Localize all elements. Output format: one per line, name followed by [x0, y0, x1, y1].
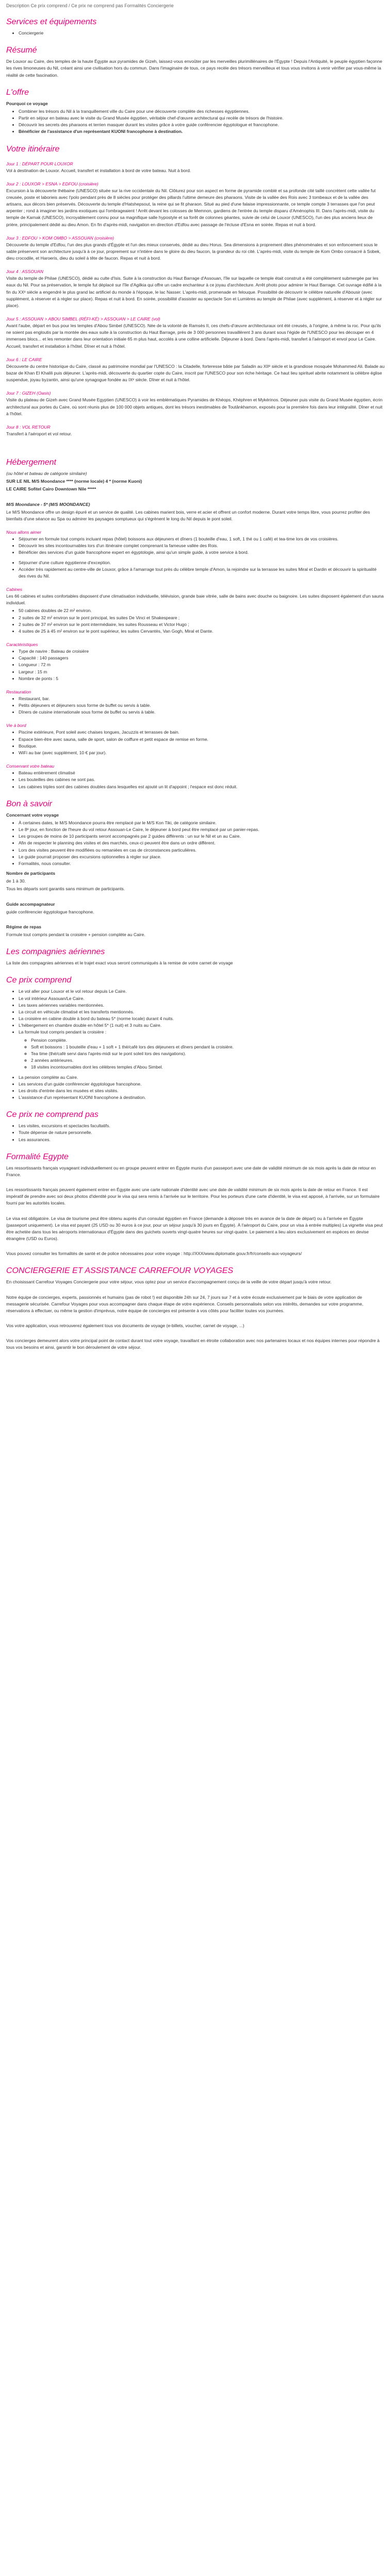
list-item: • 4 suites de 25 à 45 m² environ sur le pont supérieur, les suites Cervantès, Van Gogh, Miral et Dante.	[19, 628, 385, 635]
detail-text: Les 66 cabines et suites confortables disposent d'une climatisation individuelle, télévision, grande baie vitrée, salle de bains avec douche ou baignoire. Les suites disposent également d'un sauna individuel.	[6, 594, 384, 606]
services-list	[19, 30, 385, 37]
day-text: Avant l'aube, départ en bus pour les temples d'Abou Simbel (UNESCO). Née de la volonté de Ramsès II, ces chefs-d'œuvre architecturaux ont été creusés, à l'origine, à même la roc. Pour qu'ils ne soient pas engloutis par la montée des eaux suite à la construction du Haut Barrage, près de 3 000 personnes travaillèrent 3 ans durant sous l'égide de l'UNESCO pour les découper en 4 immenses blocs... et les remonter dans leur orientation initiale 65 m plus haut, accolés à une colline artificielle. Déjeuner à bord. Dans l'après-midi, transfert à l'aéroport et envol pour Le Caire. Accueil, transfert et installation à l'hôtel. Dîner et nuit à l'hôtel.	[6, 323, 381, 349]
list-item: • La pension complète au Caire.	[19, 1074, 385, 1081]
day-text: Visite du temple de Philae (UNESCO), dédié au culte d'Isis. Suite à la construction du Haut Barrage d'Assouan, l'île sur laquelle ce temple était construit a été complètement submergée par les eaux du Nil. Pour sa préservation, le temple fut déplacé sur l'île d'Agilkia qui offre un cadre enchanteur à ce joyau d'architecture. Arrêt photo pour admirer le Haut Barrage. Cet ouvrage édifié à la fin du XXᵉ siècle a engendré le plus grand lac artificiel du monde à l'époque, le lac Nasser. L'après-midi, promenade en felouque. Possibilité de découvrir le célèbre naturelle d'Abousir (avec supplément, à réserver et à régler sur place). Repas et nuit à bord. En soirée, possibilité d'assister au spectacle Son et Lumières au temple de Philae (avec supplément, à réserver et à régler sur place).	[6, 276, 382, 308]
formalites-text-2: Les ressortissants français peuvent également entrer en Égypte avec une carte nationale d'identité avec une date de validité minimum de six mois après la date de retour en France. Il est impératif de prendre avec soi deux photos d'identité pour le visa qui sera remis à l'arrivée sur le territoire. Pour les porteurs d'une carte d'identité, le visa est apposé, à l'arrivée, sur un formulaire fourni par les autorités locales.	[6, 1187, 380, 1206]
conciergerie-text-2: Notre équipe de concierges, experts, passionnés et humains (pas de robot !) est disponible 24h sur 24, 7 jours sur 7 et à votre écoute exclusivement par le biais de votre application de messagerie sécurisée. Carrefour Voyages pour vous accompagner dans chaque étape de votre expérience. Conseils personnalisés selon vos intérêts, demandes sur votre programme, réservations à effectuer, ou même la gestion d'imprévus, notre équipe de concierges est présente à vos côtés pour faciliter toutes vos journées.	[6, 1294, 364, 1313]
list-item: • Les taxes aériennes variables mentionnées.	[19, 1002, 385, 1009]
list-item: • Les groupes de moins de 10 participants seront accompagnés par 2 guides différents : un sur le Nil et un au Caire.	[19, 833, 385, 840]
ne-comprend-heading: Ce prix ne comprend pas	[6, 1110, 99, 1120]
list-item: • Le 8ᵉ jour, en fonction de l'heure du vol retour Assouan-Le Caire, le déjeuner à bord peut être remplacé par un panier-repas.	[19, 826, 385, 833]
breadcrumb-nav[interactable]: Description Ce prix comprend / Ce prix ne comprend pas Formalités Conciergerie	[6, 3, 174, 8]
list-item: • Les droits d'entrée dans les musées et sites visités.	[19, 1088, 385, 1094]
list-item: • Les bouteilles des cabines ne sont pas.	[19, 776, 385, 783]
list-item: • Les visites, excursions et spectacles facultatifs.	[19, 1123, 385, 1129]
list-item: • Le guide pourrait proposer des excursions optionnelles à régler sur place.	[19, 854, 385, 860]
compagnies-heading: Les compagnies aériennes	[6, 947, 105, 957]
bon-subtitle: Concernant votre voyage	[6, 812, 59, 818]
regime-title: Régime de repas	[6, 924, 42, 929]
day-text: Découverte du centre historique du Caire, classé au patrimoine mondial par l'UNESCO : la Citadelle, forteresse bâtie par Saladin au XIIᵉ siècle et la grandiose mosquée Mohammed Ali. Balade au bazar de Khan El Khalili puis déjeuner. L'après-midi, découverte du quartier copte du Caire, inscrit par l'UNESCO pour son riche héritage. Ce haut lieu spirituel abrite notamment la célèbre église suspendue, joyau byzantin, ainsi qu'une synagogue fondée au IXᵉ siècle. Dîner et nuit à l'hôtel.	[6, 363, 385, 383]
detail-title: Restauration	[6, 689, 31, 694]
list-item: • Afin de respecter le planning des visites et des marchés, ceux-ci peuvent être dans un ordre différent.	[19, 840, 385, 846]
list-item: • Espace bien-être avec sauna, salle de sport, salon de coiffure et petit espace de remise en forme.	[19, 736, 385, 743]
comprend-heading: Ce prix comprend	[6, 976, 72, 985]
list-item: • La circuit en véhicule climatisé et les transferts mentionnés.	[19, 1009, 385, 1015]
conciergerie-text-3: Vos votre application, vous retrouverez également tous vos documents de voyage (e-billets, voucher, carnet de voyage, ...)	[6, 1323, 245, 1329]
comprend-list	[19, 988, 385, 1101]
conciergerie-text-1: En choisissant Carrefour Voyages Conciergerie pour votre séjour, vous optez pour un service d'accompagnement conçu de la veille de votre départ jusqu'à votre retour.	[6, 1279, 332, 1285]
comprend-sublist	[31, 1037, 385, 1071]
formalites-heading: Formalité Egypte	[6, 1152, 69, 1161]
list-item: • À certaines dates, le M/S Moondance pourra être remplacé par le M/S Kon Tiki, de catégorie similaire.	[19, 820, 385, 826]
itinerary-days	[6, 161, 385, 437]
offre-subtitle: Pourquoi ce voyage	[6, 100, 48, 106]
formalites-text-3: Le visa est obligatoire. Le visa de tourisme peut être obtenu auprès d'un consulat égyptien en France (demande à déposer très en avance de la date de départ) ou à l'arrivée en Égypte (passeport uniquement). Le visa est payant (25 USD ou 30 euros à ce jour, pour un séjour jusqu'à 30 jours en Égypte). À l'aéroport du Caire, pour un visa à entrée multiples) La vignette visa peut être achetée dans tous les aéroports internationaux d'Égypte dans des guichets ouverts vingt-quatre heures sur vingt-quatre. Le paiement a lieu alors exclusivement en espèces en devise étrangère (USD ou Euros).	[6, 1215, 383, 1242]
list-item: • L'assistance d'un représentant KUONI francophone à destination.	[19, 1094, 385, 1101]
day-title: Jour 7 : GIZEH (Oasis)	[6, 391, 51, 396]
participants-title: Nombre de participants	[6, 871, 55, 876]
list-item: • Capacité : 140 passagers	[19, 655, 385, 662]
list-item: ◦ Pension complète.	[31, 1037, 385, 1044]
detail-list	[19, 607, 385, 635]
list-item: • Bénéficier des services d'un guide francophone expert en égyptologie, ainsi qu'un simple guide, à votre service à bord.	[19, 549, 385, 556]
boat-details	[6, 530, 385, 790]
list-item: • Les cabines triples sont des cabines doubles dans lesquelles est ajouté un lit d'appoint ; l'espace est donc réduit.	[19, 784, 385, 790]
ne-comprend-list	[19, 1123, 385, 1143]
regime-text: Formule tout compris pendant la croisière + pension complète au Caire.	[6, 932, 145, 938]
list-item: • Longueur : 72 m	[19, 662, 385, 668]
list-item: ◦ 2 années antérieures.	[31, 1057, 385, 1064]
day-text: Transfert à l'aéroport et vol retour.	[6, 431, 72, 436]
day-title: Jour 1 : DÉPART POUR LOUXOR	[6, 161, 73, 166]
list-item: • 2 suites de 37 m² environ sur le pont intermédiaire, les suites Rousseau et Victor Hugo ;	[19, 621, 385, 628]
list-item: • Formalités, nous consulter.	[19, 860, 385, 867]
formalites-text-1: Les ressortissants français voyageant individuellement ou en groupe peuvent entrer en Égypte munis d'un passeport avec une date de validité minimum de six mois après la date de retour en France.	[6, 1165, 376, 1177]
detail-title: Caractéristiques	[6, 642, 38, 648]
list-item: • Combiner les trésors du Nil à la tranquillement ville du Caire pour une découverte complète des richesses égyptiennes.	[19, 108, 385, 115]
boat-description: Le M/S Moondance offre un design épuré et un service de qualité. Les cabines marient bois, verre et acier et offrent un confort moderne. Durant votre temps libre, vous pourrez profiter des bienfaits d'une séance au Spa ou admirer les paysages somptueux qui s'égrènent le long du Nil depuis le pont soleil.	[6, 509, 370, 521]
itinerary-heading: Votre itinéraire	[6, 144, 60, 154]
list-item: • WiFi au bar (avec supplément, 10 € par jour).	[19, 750, 385, 756]
list-item: • Nombre de ponts : 5	[19, 675, 385, 682]
day-title: Jour 8 : VOL RETOUR	[6, 424, 51, 430]
participants-note: Tous les départs sont garantis sans minimum de participants.	[6, 886, 125, 892]
hebergement-note: (ou hôtel et bateau de catégorie similaire)	[6, 471, 87, 477]
list-item: • Partir en séjour en bateau avec le visite du Grand Musée égyptien, véritable chef-d'œuvre architectural qui recèle de trésors de l'histoire.	[19, 115, 385, 122]
day-text: Vol à destination de Louxor. Accueil, transfert et installation à bord de votre bateau. Nuit à bord.	[6, 167, 191, 173]
bon-a-savoir-heading: Bon à savoir	[6, 799, 52, 808]
list-item: ◦ 18 visites incontournables dont les célèbres temples d'Abou Simbel.	[31, 1064, 385, 1071]
list-item: • Le vol aller pour Louxor et le vol retour depuis Le Caire.	[19, 988, 385, 995]
guide-title: Guide accompagnateur	[6, 901, 55, 907]
participants-range: de 1 à 30.	[6, 878, 26, 884]
list-item: • Le vol intérieur Assouan/Le Caire.	[19, 995, 385, 1002]
list-item: • La croisière en cabine double à bord du bateau 5* (norme locale) durant 4 nuits.	[19, 1015, 385, 1022]
detail-list	[19, 648, 385, 682]
hebergement-nile: SUR LE NIL M/S Moondance **** (norme locale) 4 * (norme Kuoni)	[6, 479, 142, 484]
list-item: • 2 suites de 32 m² environ sur le pont principal, les suites De Vinci et Shakespeare ;	[19, 615, 385, 621]
list-item: • Toute dépense de nature personnelle.	[19, 1129, 385, 1136]
detail-title: Vie à bord	[6, 723, 26, 728]
services-heading: Services et équipements	[6, 18, 97, 26]
resume-text: De Louxor au Caire, des temples de la haute Égypte aux pyramides de Gizeh, laissez-vous envoûter par les merveilles plurimillénaires de l'Égypte ! Depuis l'Antiquité, le peuple égyptien façonne les rives limoneuses du Nil, créant ainsi une civilisation hors du commun. Dans l'imaginaire de tous, ce pays recèle des trésors merveilleux et tous vous invitons à venir vérifier par vous-même la réalité de cette fascination.	[6, 59, 382, 78]
day-title: Jour 4 : ASSOUAN	[6, 269, 43, 275]
day-text: Visite du plateau de Gizeh avec Grand Musée Egyptien (UNESCO) à voir les emblématiques Pyramides de Khéops, Khéphren et Mykérinos. Déjeuner puis visite du Grand Musée égyptien, écrin architectural aux portes du Caire, où sont réunis plus de 100 000 objets antiques, dont les trésors inestimables de Toutânkhamon, exposés pour la première fois dans leur intégralité. Dîner et nuit à l'hôtel.	[6, 397, 383, 416]
boat-title: M/S Moondance - 5* (M/S MOONDANCE)	[6, 501, 90, 507]
hebergement-cairo: LE CAIRE Sofitel Cairo Downtown Nile *****	[6, 486, 96, 492]
hebergement-heading: Hébergement	[6, 458, 56, 467]
list-item: • Séjourner en formule tout compris incluant repas (hôtel) boissons aux déjeuners et dîners (1 bouteille d'eau, 1 soft, 1 thé ou 1 café) et tea-time lors de vos croisières.	[19, 536, 385, 543]
list-item: • Lors des visites peuvent être modifiées ou remaniées en cas de circonstances particulières.	[19, 847, 385, 854]
detail-title: Conservant votre bateau	[6, 764, 55, 769]
list-item: • Boutique.	[19, 743, 385, 750]
list-item: • Les assurances.	[19, 1137, 385, 1143]
list-item: • Conciergerie	[19, 30, 385, 37]
list-item: ◦ Soft et boissons : 1 bouteille d'eau + 1 soft + 1 thé/café lors des déjeuners et dîners pendant la croisière.	[31, 1044, 385, 1050]
list-item: • Dîners de cuisine internationale sous forme de buffet ou servis à table.	[19, 709, 385, 716]
conciergerie-heading: CONCIERGERIE ET ASSISTANCE CARREFOUR VOYAGES	[6, 1266, 234, 1276]
detail-title: Nous allons aimer	[6, 530, 42, 535]
list-item: • Accéder très rapidement au centre-ville de Louxor, grâce à l'amarrage tout près du célèbre temple d'Amon, la rejoindre sur la terrasse les suites Miral et Dardin et découvrir la spiritualité des rives du Nil.	[19, 566, 385, 580]
list-item: • Séjourner d'une culture égyptienne d'exception.	[19, 560, 385, 566]
list-item: • Petits déjeuners et déjeuners sous forme de buffet ou servis à table.	[19, 702, 385, 709]
list-item: • Restaurant, bar.	[19, 696, 385, 702]
conciergerie-text-4: Vos concierges demeurent alors votre principal point de contact durant tout votre voyage, travaillant en étroite collaboration avec nos partenaires locaux et nos équipes internes pour répondre à tous vos besoins et ainsi, garantir le bon déroulement de votre séjour.	[6, 1338, 380, 1350]
list-item: • Découvrir les secrets des pharaons et terrien masquer durant les visites grâce à votre guide conférencier égyptologue et francophone.	[19, 122, 385, 128]
list-item: • Les services d'un guide conférencier égyptologue francophone.	[19, 1081, 385, 1088]
compagnies-text: La liste des compagnies aériennes et le trajet exact vous seront communiqués à la remise de votre carnet de voyage	[6, 960, 233, 966]
list-item: • 50 cabines doubles de 22 m² environ.	[19, 607, 385, 614]
detail-list	[19, 770, 385, 790]
offre-list	[19, 108, 385, 135]
day-title: Jour 5 : ASSOUAN > ABOU SIMBEL (RÉFI-KÉ) > ASSOUAN > LE CAIRE (vol)	[6, 316, 160, 322]
guide-text: guide conférencier égyptologue francophone.	[6, 909, 94, 914]
day-title: Jour 2 : LOUXOR > ESNA > EDFOU (croisière)	[6, 181, 99, 187]
list-item: • La formule tout compris pendant la croisière :	[19, 1029, 385, 1036]
day-title: Jour 3 : EDFOU > KOM OMBO > ASSOUAN (croisière)	[6, 235, 114, 241]
list-item: • Piscine extérieure, Pont soleil avec chaises longues, Jacuzzis et terrasses de bain.	[19, 729, 385, 736]
day-text: Excursion à la découverte thébaine (UNESCO) située sur la rive occidentale du Nil. Clôturez pour son aspect en forme de pyramide comblé et sa profonde cité taillé concrètent cette vallée fut creusée, poste et laborieis avec l'polo pendant près de 8 siècles pour protéger des pillards l'ultime demeure des pharaons. Visite de la vallée des Rois avec 3 tombeaux et de la vallée des artisans, aux décors bien préservés. Découverte du temple d'Hatshepsout, la reine qui se fit pharaon. Situé au pied d'une falaise impressionnante, ce temple compte 3 terrasses que l'on peut arpenter ; rond à imaginer les jardins exotiques qui l'ombrageaient ! Arrêt devant les colosses de Memnon, gardiens de l'entrée du temple disparu d'Aménophis III. Dans l'après-midi, visite du temple de Karnak (UNESCO), incroyablement connu pour sa magnifique salle hypostyle et sa forêt de colonnes géantes, suivie de celui de Louxor (UNESCO), l'un des plus anciens lieux de prière, principalement dédié au dieu Amon. En fin d'après-midi, navigation en direction d'Edfou avec passage de l'écluse d'Esna en soirée. Repas et nuit à bord.	[6, 188, 376, 227]
list-item: • L'hébergement en chambre double en hôtel 5* (1 nuit) et 3 nuits au Caire.	[19, 1022, 385, 1029]
detail-list	[19, 696, 385, 716]
list-item: • Largeur : 15 m	[19, 669, 385, 675]
list-item: • Type de navire : Bateau de croisière	[19, 648, 385, 655]
resume-heading: Résumé	[6, 46, 37, 55]
formalites-link[interactable]: Vous pouvez consulter les formalités de santé et de police nécessaires pour votre voyage : http://XXX/www.diplomatie.gouv.fr/fr/conseils-aux-voyageurs/	[6, 1251, 302, 1257]
detail-title: Cabines	[6, 587, 23, 592]
detail-list	[19, 560, 385, 580]
offre-heading: L'offre	[6, 88, 29, 97]
day-title: Jour 6 : LE CAIRE	[6, 357, 42, 362]
list-item: • Bateau entièrement climatisé	[19, 770, 385, 776]
bon-list	[19, 820, 385, 867]
list-item: • Bénéficier de l'assistance d'un représentant KUONI francophone à destination.	[19, 128, 385, 135]
detail-list	[19, 729, 385, 756]
list-item: • Découvrir les sites incontournables lors d'un itinéraire complet comprenant la fameuse vallée des Rois.	[19, 543, 385, 549]
day-text: Découverte du temple d'Edfou, l'un des plus grands d'Égypte et l'un des mieux conservés, dédié au dieu Horus. Sea dimensions à proprement dites phénoménales et son enfoncement sous le sable préservent son architecture jusqu'à à ce jour, proprement sur n'intière dans le gloire du dieu faucon, la grandeur du roi cité. L'après-midi, visite du temple de Kom Ombo consacré à Sobek, dieu crocodile, et Haroeris, dieu du soleil à tête de faucon. Repas et nuit à bord.	[6, 242, 381, 261]
detail-list	[19, 536, 385, 556]
list-item: ◦ Tea time (thé/café servi dans l'après-midi sur le pont soleil lors des navigations).	[31, 1050, 385, 1057]
